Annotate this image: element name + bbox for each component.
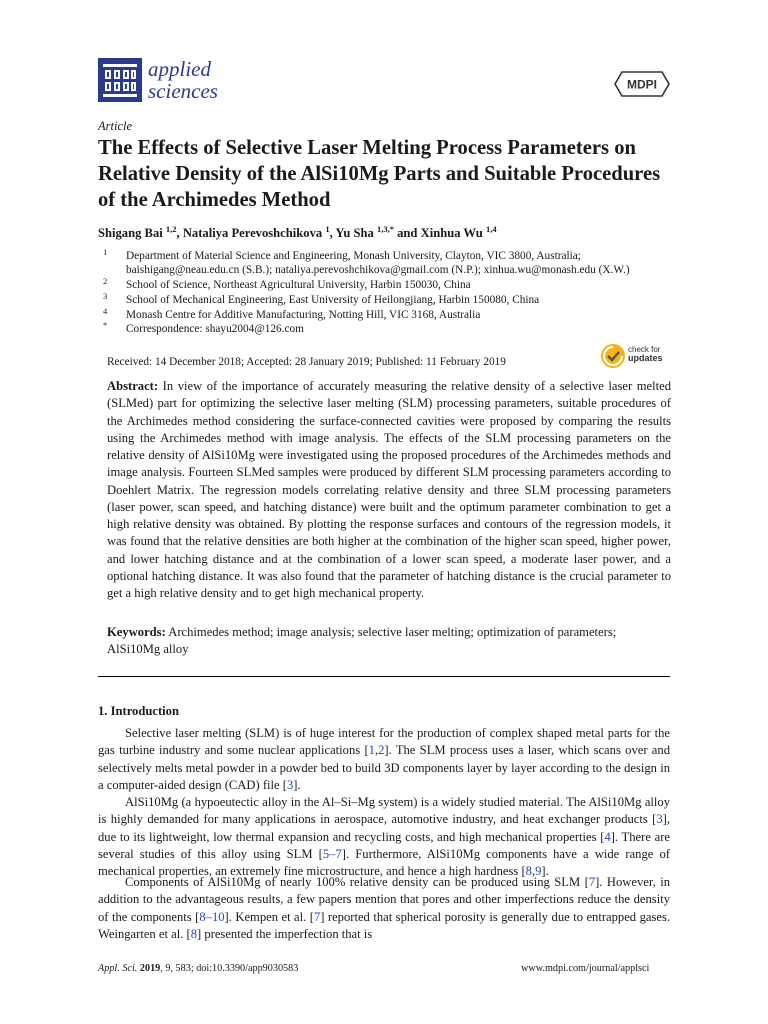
citation-link[interactable]: 4: [604, 829, 611, 844]
footer-url[interactable]: www.mdpi.com/journal/applsci: [521, 963, 650, 974]
keywords-text: Archimedes method; image analysis; selective laser melting; optimization of parameters; AlSi10Mg alloy: [107, 625, 617, 657]
author-affiliation-mark: 1: [325, 224, 330, 234]
section-heading: 1. Introduction: [98, 704, 179, 718]
publication-dates: Received: 14 December 2018; Accepted: 28 January 2019; Published: 11 February 2019: [107, 356, 506, 368]
paragraph-text: ]. There are several studies of this alloy using SLM [: [98, 829, 670, 861]
paragraph-text: ]. The SLM process uses a laser, which scans over and selectively melts metal powder in a powder bed to build 3D components layer by layer according to the design in a computer-aided design (CAD) file [: [98, 743, 670, 792]
affiliation-mark: 4: [103, 306, 108, 316]
citation-link[interactable]: 2: [378, 743, 385, 758]
paper-title: The Effects of Selective Laser Melting Process Parameters on Relative Density of the AlSi10Mg Parts and Suitable Procedures of the Archimedes Method: [98, 137, 661, 211]
publisher-logo-icon: [614, 71, 670, 97]
affiliation-text: Correspondence: shayu2004@126.com: [126, 323, 304, 335]
paragraph-text: Selective laser melting (SLM) is of huge interest for the production of complex shaped metal parts for the gas turbine industry and some nuclear applications [: [98, 726, 670, 758]
author-affiliation-mark: 1,4: [485, 224, 497, 234]
keywords-label: Keywords:: [107, 625, 166, 639]
abstract-text: In view of the importance of accurately measuring the relative density of a selective laser melted (SLMed) part for optimizing the selective laser melting (SLM) processing parameters, suitable procedures of the Archimedes method considering the surface-connected cavities were proposed by comparing the results using the Archimedes method with image analysis. The effects of the SLM processing parameters on the relative density of AlSi10Mg were investigated using the proposed procedures of the Archimedes methods and image analysis. Fourteen SLMed samples were produced by different SLM processing parameters according to Doehlert Matrix. The regression models correlating relative density and three SLM processing parameters (laser power, scan speed, and hatching distance) were built and the optimum parameter combination to get a high relative density was obtained. By plotting the response surfaces and contours of the regression models, it was found that the relative densities are both higher at the combination of the higher scan speed, higher power, and lower hatching distance and at the combination of a lower scan speed, a moderate laser power, and a optional hatching distance. It was also found that the parameter of hatching distance is the crucial parameter to get a high relative density and to get high mechanical property.: [107, 379, 671, 600]
paragraph-text: ] presented the imperfection that is: [197, 926, 373, 941]
check-updates-line1: check for: [628, 345, 661, 354]
keywords: [107, 624, 671, 659]
paragraph-text: ].: [541, 864, 549, 879]
author-name: Yu Sha: [335, 226, 374, 241]
affiliation-mark: 2: [103, 276, 108, 286]
journal-name: [148, 58, 218, 102]
affiliation-text: baishigang@neau.edu.cn (S.B.); nataliya.perevoshchikova@gmail.com (N.P.); xinhua.wu@monash.edu (X.W.): [126, 264, 630, 276]
footer-journal: Appl. Sci.: [98, 963, 138, 974]
affiliation-mark: *: [103, 320, 108, 330]
check-updates-line2: updates: [628, 353, 663, 363]
paragraph-text: ,: [374, 743, 379, 758]
check-for-updates-badge[interactable]: [600, 343, 672, 369]
body-paragraph: [98, 725, 670, 794]
author-name: Xinhua Wu: [420, 226, 483, 241]
paragraph-text: ]. However, in addition to the advantageous results, a few papers mention that pores and other imperfections reduce the density of the components [: [98, 875, 670, 924]
footer-year: 2019: [139, 963, 161, 974]
affiliation-mark: 3: [103, 291, 108, 301]
author-affiliation-mark: 1,3,*: [376, 224, 394, 234]
author-name: Shigang Bai: [98, 226, 163, 241]
check-updates-icon: [600, 343, 626, 369]
body-paragraph: [98, 794, 670, 880]
citation-link[interactable]: 7: [588, 875, 596, 889]
body-paragraph: [98, 874, 670, 943]
citation-link[interactable]: 8–10: [199, 909, 225, 924]
journal-name-line2: sciences: [148, 79, 218, 103]
article-type: Article: [98, 119, 133, 133]
affiliation-text: Monash Centre for Additive Manufacturing, Notting Hill, VIC 3168, Australia: [126, 309, 481, 321]
author-list: Shigang Bai $^{1,2}$, Nataliya Perevoshchikova $^1$, Yu Sha $^{1,3,*}$ and Xinhua Wu $^{1,4}$: [98, 224, 497, 241]
affiliation-mark: 1: [103, 247, 108, 257]
footer-citation: [98, 963, 298, 974]
citation-link[interactable]: 9: [535, 864, 542, 879]
abstract-label: Abstract:: [107, 379, 159, 393]
citation-link[interactable]: 8: [190, 926, 197, 941]
paragraph-text: ]. Furthermore, AlSi10Mg components have a wide range of mechanical properties, an extremely fine microstructure, and hence a high hardness [: [98, 846, 671, 879]
citation-link[interactable]: 1: [368, 743, 375, 758]
author-name: Nataliya Perevoshchikova: [182, 226, 323, 241]
paragraph-text: ], due to its lightweight, low thermal expansion and recycling costs, and high mechanical properties [: [98, 812, 670, 844]
paragraph-text: ,: [531, 864, 536, 879]
footer-doi: , 9, 583; doi:10.3390/app9030583: [160, 963, 299, 974]
citation-link[interactable]: 8: [525, 864, 532, 879]
affiliation-text: Department of Material Science and Engineering, Monash University, Clayton, VIC 3800, Australia;: [126, 250, 581, 262]
paragraph-text: AlSi10Mg (a hypoeutectic alloy in the Al–Si–Mg system) is a widely studied material. The AlSi10Mg alloy is highly demanded for many applications in aerospace, automotive industry, and heat exchanger products [: [98, 795, 670, 827]
citation-link[interactable]: 3: [286, 777, 294, 792]
author-affiliation-mark: 1,2: [165, 224, 177, 234]
publisher-name: MDPI: [627, 77, 657, 92]
citation-link[interactable]: 7: [313, 909, 321, 924]
section-divider: [98, 676, 670, 677]
journal-logo-icon: [98, 58, 142, 102]
paragraph-text: ].: [293, 777, 301, 792]
citation-link[interactable]: 3: [656, 812, 663, 827]
paragraph-text: ] reported that spherical porosity is generally due to entrapped gases. Weingarten et al. [: [98, 909, 671, 941]
journal-name-line1: applied: [148, 57, 211, 81]
affiliation-text: School of Science, Northeast Agricultural University, Harbin 150030, China: [126, 279, 471, 291]
affiliation-text: School of Mechanical Engineering, East University of Heilongjiang, Harbin 150080, China: [126, 294, 540, 306]
paragraph-text: Components of AlSi10Mg of nearly 100% relative density can be produced using SLM [: [125, 875, 589, 889]
citation-link[interactable]: 5–7: [322, 846, 342, 861]
paragraph-text: ]. Kempen et al. [: [224, 909, 314, 924]
abstract: [107, 378, 671, 602]
